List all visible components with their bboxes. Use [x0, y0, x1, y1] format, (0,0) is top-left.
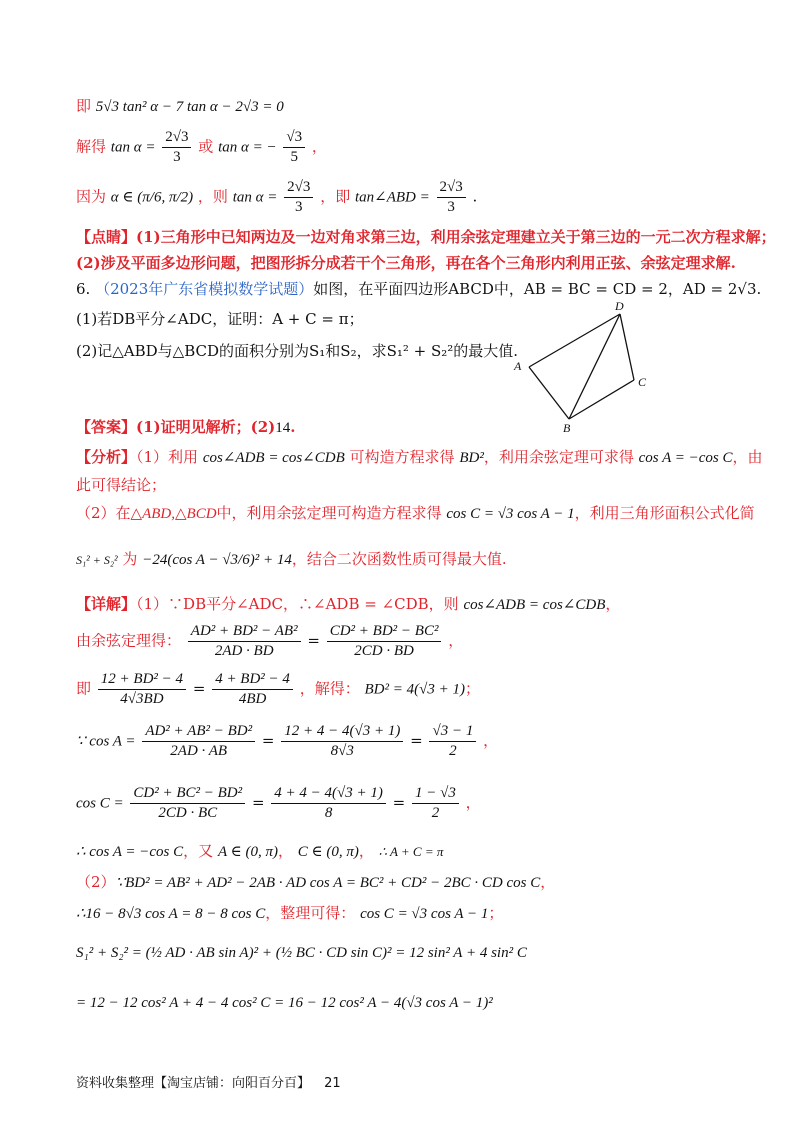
fraction: [283, 130, 305, 165]
numerator: 12 + BD² − 4: [98, 672, 186, 690]
detail-line-10: [76, 996, 493, 1011]
fraction: [284, 180, 313, 215]
analysis-line-3: [76, 506, 755, 522]
detail-tag: 【详解】: [76, 595, 137, 613]
denominator: 4√3BD: [120, 691, 164, 707]
text: （1）利用: [136, 448, 199, 466]
math-s1s2: S₁² + S₂²: [76, 553, 118, 567]
numerator: 2√3: [162, 130, 191, 148]
numerator: √3 − 1: [429, 724, 476, 742]
dianjing-text-1: (1)三角形中已知两边及一边对角求第三边，利用余弦定理建立关于第三边的一元二次方程求解；: [136, 228, 776, 246]
text: 即: [76, 679, 92, 698]
text: ，整理可得：: [265, 904, 356, 922]
punct: ；: [464, 679, 480, 698]
solution-tan-line: [76, 130, 327, 165]
numerator: CD² + BC² − BD²: [130, 786, 245, 804]
numerator: √3: [283, 130, 305, 148]
numerator: AD² + AB² − BD²: [142, 724, 255, 742]
detail-line-4: ∵ cos A = $\frac{\text{AD² + AB² − BD²}}{2AD \cdot AB}$ = $\frac{12 + 4 - 4(√3 + 1)}{8√3}$ = $\frac{√3 - 1}{2}$ ，: [76, 723, 499, 759]
punct: .: [472, 187, 478, 206]
text-ji: ，即: [320, 187, 351, 206]
detail-line-9: [76, 946, 527, 961]
punct: .: [290, 418, 296, 436]
analysis-line-1: [76, 450, 763, 466]
text: 为: [122, 550, 138, 568]
denominator: 2AD · BD: [214, 643, 274, 659]
denominator: 5: [290, 149, 298, 165]
quadrilateral-figure: [510, 300, 670, 438]
analysis-line-2: [76, 478, 166, 493]
fraction: [98, 672, 186, 707]
dianjing-line-1: [76, 230, 776, 245]
math-bd2-value: BD² = 4(√3 + 1): [364, 681, 465, 698]
text: ，解得：: [299, 679, 360, 698]
answer-tag: 【答案】: [76, 418, 137, 436]
denominator: 2CD · BC: [158, 805, 218, 821]
text-jiede: 解得: [76, 137, 107, 156]
conclusion-tan-line: [76, 180, 477, 215]
edge-ad: [529, 314, 620, 367]
math-equation: ∴16 − 8√3 cos A = 8 − 8 cos C: [76, 906, 266, 922]
vertex-label-b: B: [563, 421, 571, 435]
math-quadratic-form: −24(cos A − √3/6)² + 14: [142, 552, 292, 568]
detail-line-5: cos C = $\frac{\text{CD² + BC² − BD²}}{2CD \cdot BC}$ = $\frac{4 + 4 - 4(√3 + 1)}{8}$ = $\frac{1 - √3}{2}$ ，: [76, 785, 481, 821]
analysis-tag: 【分析】: [76, 448, 137, 466]
vertex-label-d: D: [615, 300, 624, 313]
numerator: 1 − √3: [412, 786, 459, 804]
denominator: 3: [447, 199, 455, 215]
detail-line-6: [76, 844, 443, 860]
text: ，又: [183, 842, 214, 860]
text: ，由: [732, 448, 763, 466]
denominator: 2AD · AB: [170, 743, 228, 759]
fraction: [437, 180, 466, 215]
math-s1s2-expand: S₁² + S₂² = (½ AD · AB sin A)² + (½ BC · CD sin C)² = 12 sin² A + 4 sin² C: [76, 945, 527, 961]
punct: ，: [311, 137, 327, 156]
fraction: [327, 624, 442, 659]
text: 中，利用余弦定理可构造方程求得: [216, 504, 442, 522]
text: （1）∵DB平分∠ADC，∴∠ADB = ∠CDB，则: [136, 595, 459, 613]
numerator: CD² + BD² − BC²: [327, 624, 442, 642]
equation-tan-quadratic: 5√3 tan² α − 7 tan α − 2√3 = 0: [95, 99, 284, 115]
numerator: AD² + BD² − AB²: [188, 624, 301, 642]
page-footer: [76, 1072, 341, 1091]
tan-alpha-eq: tan α =: [232, 189, 278, 206]
fraction: [130, 786, 245, 821]
denominator: 3: [295, 199, 303, 215]
math-cosa-negcosc: cos A = −cos C: [638, 450, 733, 466]
text: （2）在: [76, 504, 131, 522]
fraction: [281, 724, 403, 759]
analysis-line-4: [76, 552, 507, 568]
problem-source: （2023年广东省模拟数学试题）: [95, 280, 314, 298]
alpha-range: α ∈ (π/6, π/2): [110, 189, 194, 206]
tan-alpha-eq-neg: tan α = −: [218, 139, 277, 156]
problem-q1: [76, 312, 364, 327]
math-bd2-expand: ∵BD² = AB² + AD² − 2AB · AD cos A = BC² + CD² − 2BC · CD cos C: [115, 875, 541, 891]
fraction: [429, 724, 476, 759]
footer-text: 资料收集整理【淘宝店铺：向阳百分百】: [76, 1076, 311, 1091]
denominator: 4BD: [238, 691, 267, 707]
math-cosc-expr: cos C = √3 cos A − 1: [446, 506, 575, 522]
text: ，利用三角形面积公式化简: [574, 504, 755, 522]
math-cosc: cos C =: [76, 795, 124, 812]
math-triangles: △ABD,△BCD: [130, 506, 217, 522]
answer-value: 14: [275, 420, 291, 436]
punct: ；: [488, 904, 504, 922]
edge-ab: [529, 367, 569, 419]
detail-line-8: [76, 906, 503, 922]
math-cosc-expr: cos C = √3 cos A − 1: [360, 906, 489, 922]
numerator: 2√3: [284, 180, 313, 198]
numerator: 4 + BD² − 4: [212, 672, 293, 690]
denominator: 8√3: [330, 743, 354, 759]
problem-6-stem: [76, 282, 761, 297]
dianjing-text-2: (2)涉及平面多边形问题，把图形拆分成若干个三角形，再在各个三角形内利用正弦、余弦定理求解.: [76, 254, 736, 272]
text-huo: 或: [198, 137, 214, 156]
detail-line-1: [76, 597, 620, 613]
text: （2）: [76, 873, 116, 891]
detail-line-7: [76, 875, 555, 891]
math-cosa-negcosc: ∴ cos A = −cos C: [76, 844, 184, 860]
fraction: [188, 624, 301, 659]
text: ，利用余弦定理可求得: [483, 448, 634, 466]
equation-line-1: [76, 99, 284, 115]
math-a-range: A ∈ (0, π): [217, 844, 278, 860]
question-2-text: (2)记△ABD与△BCD的面积分别为S₁和S₂，求S₁² + S₂²的最大值.: [76, 342, 519, 360]
text-yinwei: 因为: [76, 187, 107, 206]
text-ze: ，则: [197, 187, 228, 206]
problem-q2: [76, 344, 518, 359]
math-cosa: ∵ cos A =: [76, 733, 136, 750]
math-a-plus-c: ∴ A + C = π: [378, 844, 444, 859]
denominator: 8: [324, 805, 333, 821]
text-ji: 即: [76, 97, 92, 115]
denominator: 2: [449, 743, 457, 759]
fraction: [271, 786, 386, 821]
math-s1s2-simplify: = 12 − 12 cos² A + 4 − 4 cos² C = 16 − 12 cos² A − 4(√3 cos A − 1)²: [76, 995, 493, 1011]
fraction: [212, 672, 293, 707]
math-cos-eq: cos∠ADB = cos∠CDB: [202, 450, 345, 466]
text: 可构造方程求得: [349, 448, 455, 466]
fraction: [142, 724, 255, 759]
problem-number: 6.: [76, 280, 91, 298]
edge-cd: [620, 314, 634, 380]
fraction: [412, 786, 459, 821]
punct: ，: [448, 631, 464, 650]
answer-line: [76, 420, 296, 436]
equals: =: [192, 679, 206, 698]
fraction: [162, 130, 191, 165]
punct: ，: [358, 842, 374, 860]
denominator: 2CD · BD: [354, 643, 414, 659]
text: 由余弦定理得：: [76, 631, 182, 650]
punct: ，: [483, 731, 499, 750]
tan-angle-abd: tan∠ABD =: [354, 189, 430, 206]
numerator: 2√3: [437, 180, 466, 198]
detail-line-3: [76, 672, 480, 707]
equals: =: [307, 631, 320, 650]
vertex-label-c: C: [638, 375, 647, 389]
numerator: 12 + 4 − 4(√3 + 1): [281, 724, 403, 742]
text: 此可得结论；: [76, 476, 167, 494]
math-cos-eq: cos∠ADB = cos∠CDB: [463, 597, 606, 613]
math-bd2: BD²: [459, 450, 484, 466]
problem-stem: 如图，在平面四边形ABCD中，AB = BC = CD = 2，AD = 2√3.: [313, 280, 762, 298]
denominator: 3: [173, 149, 181, 165]
dianjing-tag: 【点睛】: [76, 228, 137, 246]
tan-alpha-eq: tan α =: [110, 139, 156, 156]
punct: ，: [465, 793, 481, 812]
denominator: 2: [431, 805, 440, 821]
page-number: 21: [324, 1076, 341, 1091]
vertex-label-a: A: [514, 359, 522, 373]
question-1-text: (1)若DB平分∠ADC，证明：A + C = π；: [76, 310, 364, 328]
detail-line-2: [76, 624, 463, 659]
punct: ，: [277, 842, 293, 860]
answer-text: (1)证明见解析；(2): [136, 418, 276, 436]
punct: ，: [540, 873, 556, 891]
numerator: 4 + 4 − 4(√3 + 1): [271, 786, 386, 804]
text: ，结合二次函数性质可得最大值.: [291, 550, 507, 568]
dianjing-line-2: [76, 256, 736, 271]
punct: ，: [605, 595, 621, 613]
math-c-range: C ∈ (0, π): [297, 844, 359, 860]
